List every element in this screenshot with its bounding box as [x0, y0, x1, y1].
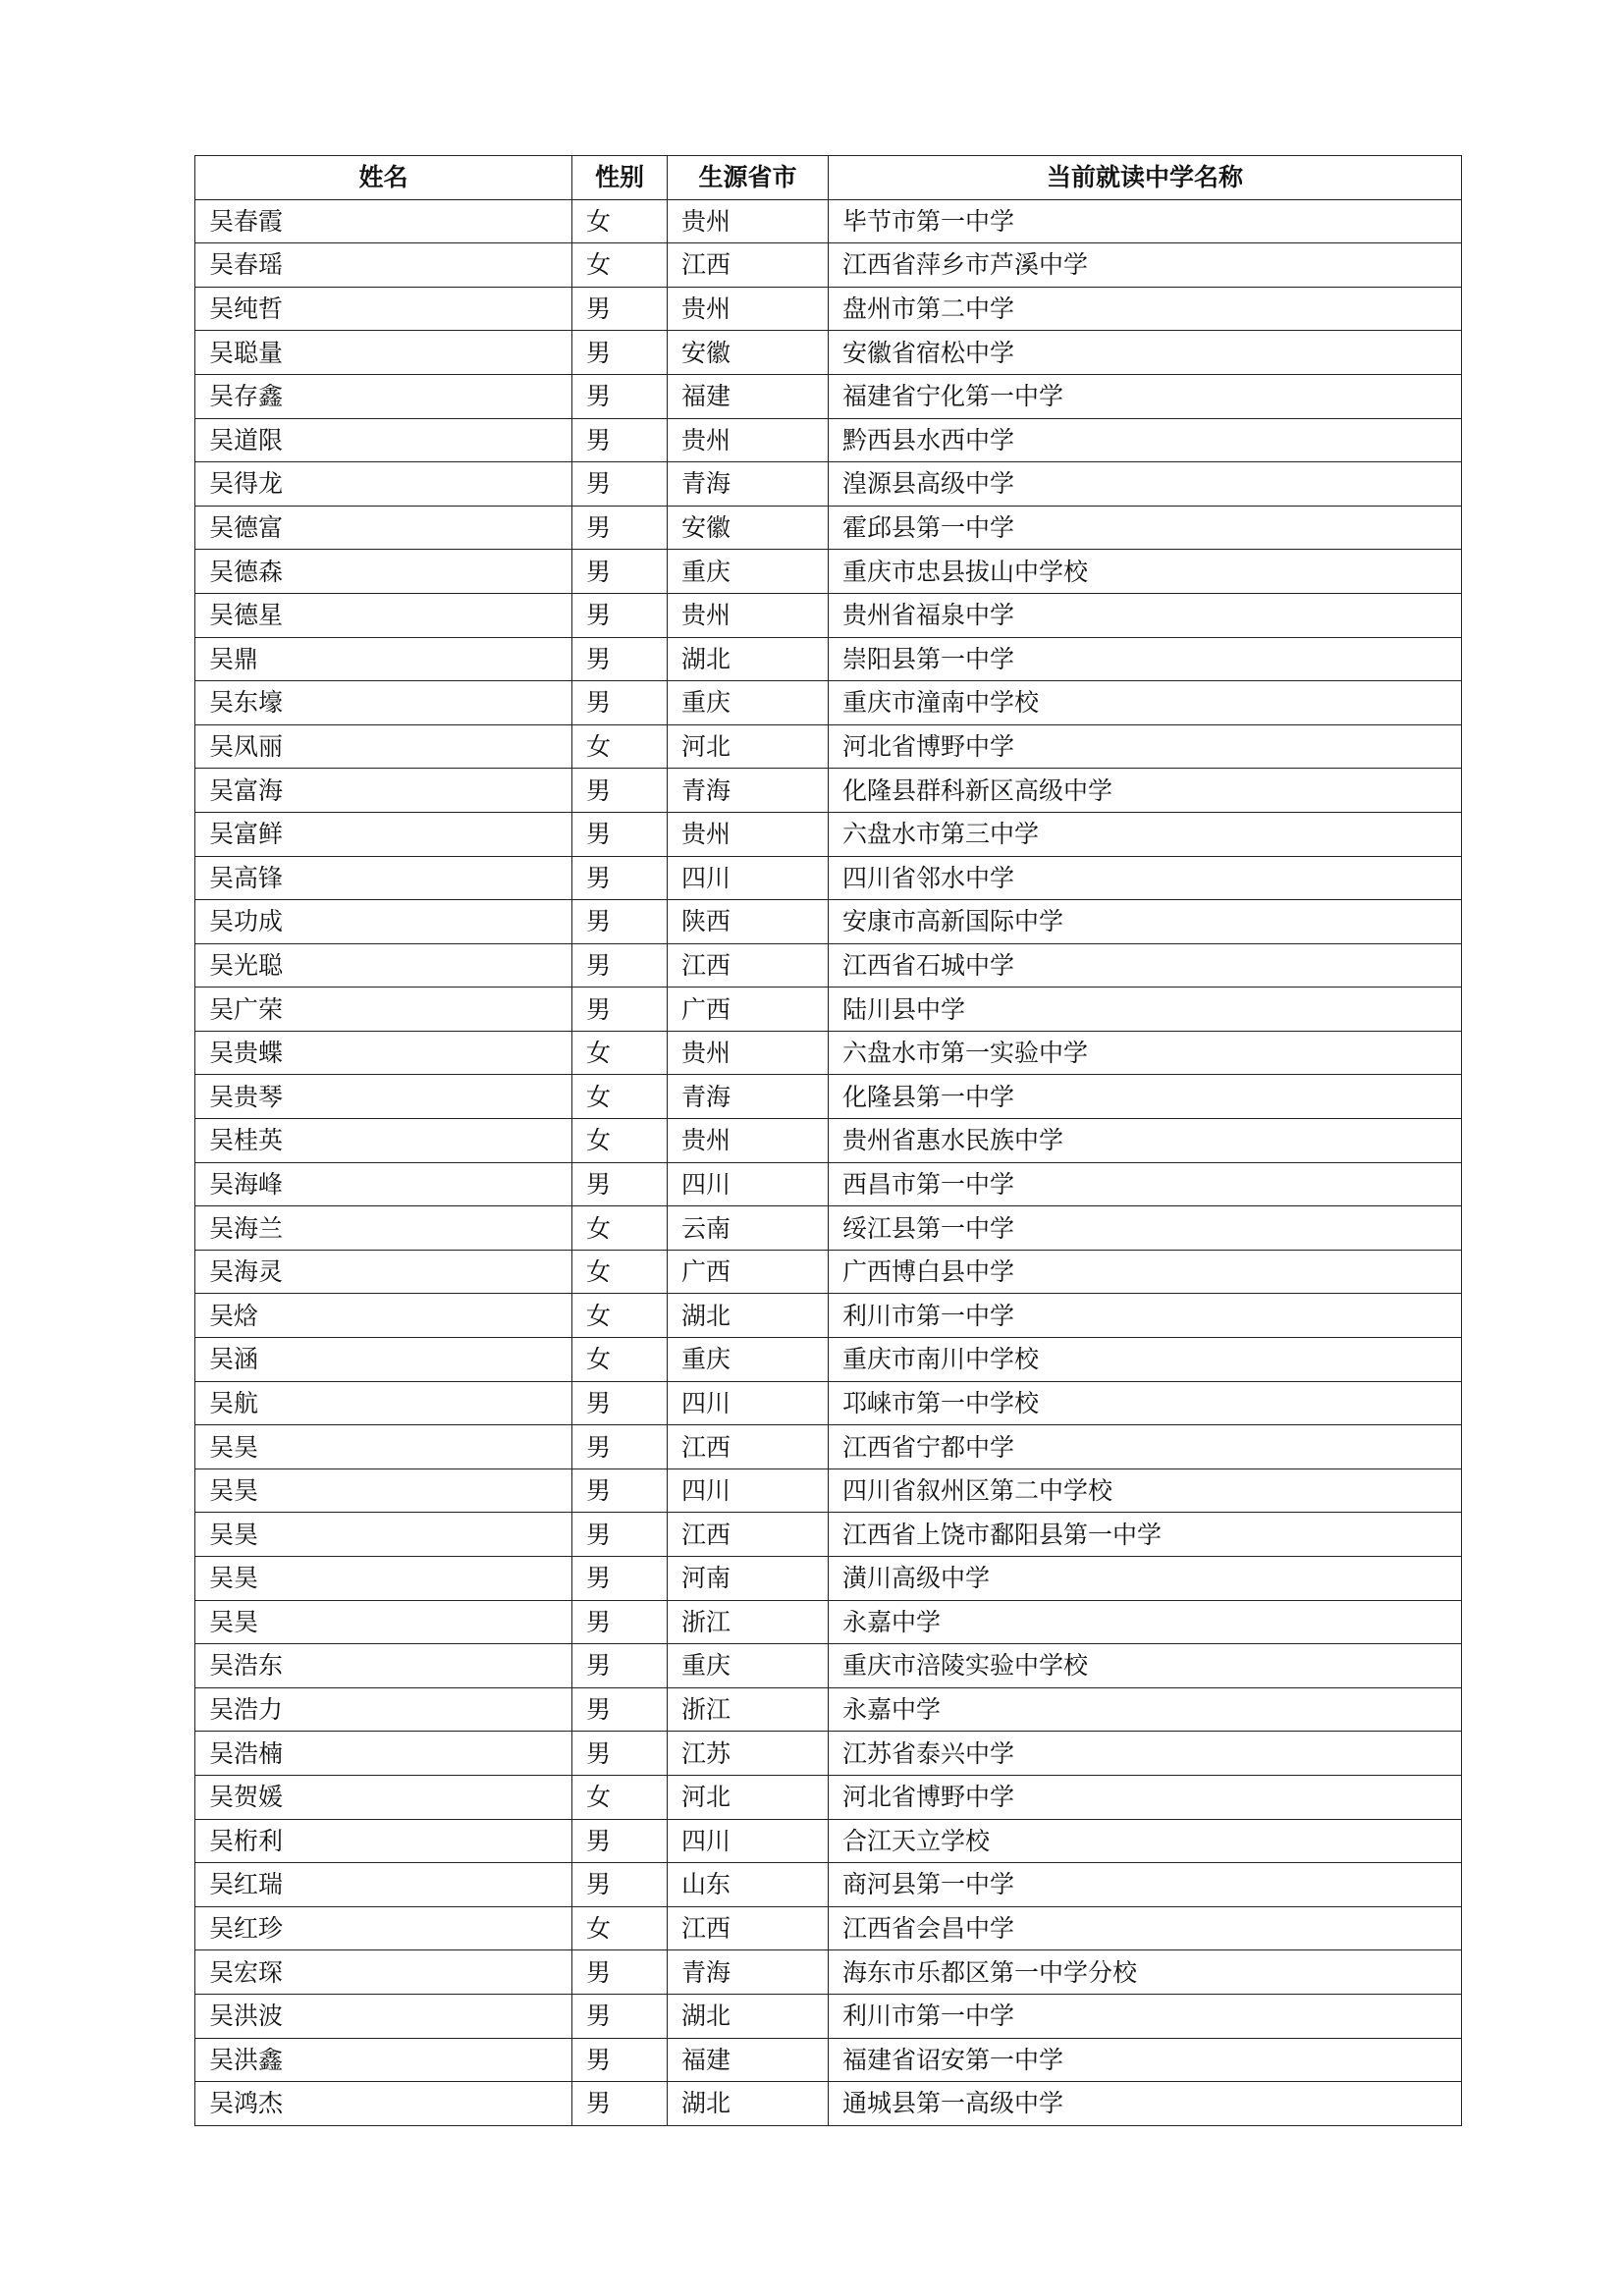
cell-school: 江苏省泰兴中学: [829, 1732, 1462, 1776]
cell-school: 永嘉中学: [829, 1600, 1462, 1644]
cell-gender: 女: [572, 1250, 668, 1294]
cell-gender: 男: [572, 1863, 668, 1907]
cell-gender: 男: [572, 374, 668, 418]
cell-province: 安徽: [668, 506, 829, 550]
cell-name: 吴高锋: [195, 856, 572, 900]
cell-school: 福建省诏安第一中学: [829, 2038, 1462, 2082]
cell-school: 河北省博野中学: [829, 724, 1462, 769]
cell-gender: 女: [572, 199, 668, 243]
cell-name: 吴贵蝶: [195, 1031, 572, 1075]
cell-name: 吴昊: [195, 1425, 572, 1469]
cell-gender: 男: [572, 900, 668, 944]
cell-name: 吴洪波: [195, 1994, 572, 2038]
cell-gender: 男: [572, 856, 668, 900]
cell-school: 广西博白县中学: [829, 1250, 1462, 1294]
cell-gender: 男: [572, 943, 668, 988]
cell-name: 吴海灵: [195, 1250, 572, 1294]
table-row: [195, 724, 1462, 769]
cell-school: 合江天立学校: [829, 1819, 1462, 1863]
cell-province: 青海: [668, 769, 829, 813]
cell-gender: 女: [572, 1031, 668, 1075]
table-row: [195, 637, 1462, 681]
table-row: [195, 1557, 1462, 1601]
cell-name: 吴德森: [195, 550, 572, 594]
cell-school: 江西省萍乡市芦溪中学: [829, 243, 1462, 288]
cell-province: 青海: [668, 462, 829, 507]
cell-school: 安康市高新国际中学: [829, 900, 1462, 944]
table-row: [195, 1338, 1462, 1382]
cell-school: 霍邱县第一中学: [829, 506, 1462, 550]
header-school: 当前就读中学名称: [829, 156, 1462, 200]
table-row: [195, 769, 1462, 813]
table-row: [195, 593, 1462, 637]
table-row: [195, 1732, 1462, 1776]
cell-gender: 女: [572, 1075, 668, 1119]
cell-school: 邛崃市第一中学校: [829, 1381, 1462, 1425]
table-row: [195, 1644, 1462, 1688]
table-row: [195, 462, 1462, 507]
cell-gender: 女: [572, 1775, 668, 1819]
cell-gender: 男: [572, 1162, 668, 1206]
cell-name: 吴贺媛: [195, 1775, 572, 1819]
cell-province: 重庆: [668, 550, 829, 594]
cell-school: 西昌市第一中学: [829, 1162, 1462, 1206]
cell-name: 吴道限: [195, 418, 572, 462]
table-row: [195, 1162, 1462, 1206]
table-row: [195, 1075, 1462, 1119]
cell-school: 湟源县高级中学: [829, 462, 1462, 507]
cell-province: 贵州: [668, 593, 829, 637]
cell-name: 吴浩东: [195, 1644, 572, 1688]
table-row: [195, 681, 1462, 725]
table-row: [195, 1950, 1462, 1995]
cell-gender: 男: [572, 769, 668, 813]
table-row: [195, 1468, 1462, 1513]
table-row: [195, 2082, 1462, 2126]
cell-gender: 男: [572, 1732, 668, 1776]
cell-gender: 女: [572, 1338, 668, 1382]
cell-province: 重庆: [668, 1644, 829, 1688]
table-row: [195, 331, 1462, 375]
table-row: [195, 812, 1462, 856]
cell-name: 吴红珍: [195, 1906, 572, 1950]
cell-name: 吴光聪: [195, 943, 572, 988]
table-header-row: [195, 156, 1462, 200]
table-row: [195, 1294, 1462, 1338]
cell-province: 浙江: [668, 1600, 829, 1644]
cell-gender: 男: [572, 462, 668, 507]
cell-school: 福建省宁化第一中学: [829, 374, 1462, 418]
cell-gender: 女: [572, 243, 668, 288]
cell-school: 黔西县水西中学: [829, 418, 1462, 462]
cell-province: 四川: [668, 1381, 829, 1425]
cell-school: 重庆市南川中学校: [829, 1338, 1462, 1382]
header-gender: 性别: [572, 156, 668, 200]
cell-name: 吴得龙: [195, 462, 572, 507]
cell-gender: 男: [572, 1687, 668, 1732]
cell-gender: 男: [572, 1819, 668, 1863]
cell-school: 利川市第一中学: [829, 1294, 1462, 1338]
cell-gender: 女: [572, 1294, 668, 1338]
cell-gender: 男: [572, 988, 668, 1032]
cell-province: 江西: [668, 243, 829, 288]
table-row: [195, 199, 1462, 243]
cell-school: 盘州市第二中学: [829, 287, 1462, 331]
table-row: [195, 1994, 1462, 2038]
table-row: [195, 1206, 1462, 1251]
cell-gender: 男: [572, 1994, 668, 2038]
cell-name: 吴纯哲: [195, 287, 572, 331]
table-row: [195, 1906, 1462, 1950]
cell-name: 吴春瑶: [195, 243, 572, 288]
cell-province: 浙江: [668, 1687, 829, 1732]
cell-gender: 男: [572, 1600, 668, 1644]
cell-school: 通城县第一高级中学: [829, 2082, 1462, 2126]
cell-name: 吴存鑫: [195, 374, 572, 418]
cell-gender: 男: [572, 1513, 668, 1557]
cell-name: 吴德富: [195, 506, 572, 550]
cell-gender: 女: [572, 724, 668, 769]
cell-province: 湖北: [668, 637, 829, 681]
table-row: [195, 1819, 1462, 1863]
table-row: [195, 1381, 1462, 1425]
cell-school: 四川省叙州区第二中学校: [829, 1468, 1462, 1513]
table-row: [195, 287, 1462, 331]
cell-province: 湖北: [668, 1994, 829, 2038]
cell-province: 四川: [668, 856, 829, 900]
cell-gender: 男: [572, 1425, 668, 1469]
cell-name: 吴富海: [195, 769, 572, 813]
cell-province: 贵州: [668, 418, 829, 462]
cell-province: 福建: [668, 374, 829, 418]
cell-name: 吴贵琴: [195, 1075, 572, 1119]
cell-gender: 男: [572, 1644, 668, 1688]
cell-province: 云南: [668, 1206, 829, 1251]
cell-name: 吴春霞: [195, 199, 572, 243]
cell-school: 贵州省惠水民族中学: [829, 1119, 1462, 1163]
cell-name: 吴桁利: [195, 1819, 572, 1863]
cell-school: 崇阳县第一中学: [829, 637, 1462, 681]
cell-province: 四川: [668, 1162, 829, 1206]
cell-school: 贵州省福泉中学: [829, 593, 1462, 637]
cell-gender: 男: [572, 2038, 668, 2082]
cell-gender: 男: [572, 1381, 668, 1425]
table-row: [195, 900, 1462, 944]
cell-province: 贵州: [668, 1031, 829, 1075]
cell-gender: 男: [572, 506, 668, 550]
cell-gender: 男: [572, 550, 668, 594]
cell-school: 海东市乐都区第一中学分校: [829, 1950, 1462, 1995]
table-row: [195, 943, 1462, 988]
cell-gender: 男: [572, 1950, 668, 1995]
cell-gender: 男: [572, 812, 668, 856]
cell-gender: 男: [572, 418, 668, 462]
cell-gender: 女: [572, 1206, 668, 1251]
cell-gender: 男: [572, 287, 668, 331]
cell-name: 吴航: [195, 1381, 572, 1425]
cell-school: 绥江县第一中学: [829, 1206, 1462, 1251]
table-row: [195, 1863, 1462, 1907]
cell-school: 利川市第一中学: [829, 1994, 1462, 2038]
cell-name: 吴焓: [195, 1294, 572, 1338]
cell-province: 广西: [668, 1250, 829, 1294]
table-row: [195, 1119, 1462, 1163]
cell-province: 河南: [668, 1557, 829, 1601]
cell-school: 重庆市涪陵实验中学校: [829, 1644, 1462, 1688]
table-row: [195, 856, 1462, 900]
cell-name: 吴鼎: [195, 637, 572, 681]
cell-province: 湖北: [668, 1294, 829, 1338]
cell-province: 安徽: [668, 331, 829, 375]
cell-province: 四川: [668, 1819, 829, 1863]
table-row: [195, 1250, 1462, 1294]
cell-province: 江西: [668, 1425, 829, 1469]
table-row: [195, 1031, 1462, 1075]
table-row: [195, 243, 1462, 288]
cell-gender: 男: [572, 1468, 668, 1513]
cell-province: 重庆: [668, 1338, 829, 1382]
cell-name: 吴桂英: [195, 1119, 572, 1163]
cell-school: 江西省上饶市鄱阳县第一中学: [829, 1513, 1462, 1557]
header-province: 生源省市: [668, 156, 829, 200]
cell-gender: 女: [572, 1906, 668, 1950]
cell-province: 陕西: [668, 900, 829, 944]
cell-school: 潢川高级中学: [829, 1557, 1462, 1601]
cell-gender: 男: [572, 681, 668, 725]
cell-gender: 女: [572, 1119, 668, 1163]
cell-gender: 男: [572, 331, 668, 375]
table-row: [195, 506, 1462, 550]
cell-school: 化隆县第一中学: [829, 1075, 1462, 1119]
cell-province: 四川: [668, 1468, 829, 1513]
cell-province: 青海: [668, 1075, 829, 1119]
cell-school: 四川省邻水中学: [829, 856, 1462, 900]
cell-school: 江西省宁都中学: [829, 1425, 1462, 1469]
cell-school: 永嘉中学: [829, 1687, 1462, 1732]
cell-name: 吴昊: [195, 1513, 572, 1557]
cell-school: 六盘水市第一实验中学: [829, 1031, 1462, 1075]
cell-province: 青海: [668, 1950, 829, 1995]
cell-school: 毕节市第一中学: [829, 199, 1462, 243]
header-name: 姓名: [195, 156, 572, 200]
cell-name: 吴功成: [195, 900, 572, 944]
cell-name: 吴红瑞: [195, 1863, 572, 1907]
cell-name: 吴凤丽: [195, 724, 572, 769]
cell-name: 吴富鲜: [195, 812, 572, 856]
cell-name: 吴昊: [195, 1600, 572, 1644]
cell-school: 安徽省宿松中学: [829, 331, 1462, 375]
cell-school: 江西省石城中学: [829, 943, 1462, 988]
table-row: [195, 374, 1462, 418]
cell-province: 福建: [668, 2038, 829, 2082]
cell-province: 江苏: [668, 1732, 829, 1776]
cell-school: 江西省会昌中学: [829, 1906, 1462, 1950]
cell-name: 吴洪鑫: [195, 2038, 572, 2082]
cell-name: 吴浩楠: [195, 1732, 572, 1776]
cell-gender: 男: [572, 637, 668, 681]
cell-name: 吴鸿杰: [195, 2082, 572, 2126]
cell-province: 重庆: [668, 681, 829, 725]
cell-name: 吴聪量: [195, 331, 572, 375]
table-row: [195, 418, 1462, 462]
cell-name: 吴昊: [195, 1468, 572, 1513]
cell-province: 湖北: [668, 2082, 829, 2126]
cell-gender: 男: [572, 1557, 668, 1601]
table-row: [195, 1600, 1462, 1644]
cell-province: 江西: [668, 1513, 829, 1557]
cell-province: 贵州: [668, 812, 829, 856]
cell-school: 化隆县群科新区高级中学: [829, 769, 1462, 813]
table-body: [195, 199, 1462, 2125]
cell-name: 吴涵: [195, 1338, 572, 1382]
cell-province: 贵州: [668, 199, 829, 243]
cell-school: 六盘水市第三中学: [829, 812, 1462, 856]
table-row: [195, 2038, 1462, 2082]
cell-name: 吴宏琛: [195, 1950, 572, 1995]
cell-province: 江西: [668, 1906, 829, 1950]
cell-province: 贵州: [668, 287, 829, 331]
cell-name: 吴浩力: [195, 1687, 572, 1732]
table-row: [195, 1775, 1462, 1819]
cell-school: 河北省博野中学: [829, 1775, 1462, 1819]
cell-gender: 男: [572, 593, 668, 637]
cell-province: 河北: [668, 1775, 829, 1819]
cell-name: 吴广荣: [195, 988, 572, 1032]
cell-school: 陆川县中学: [829, 988, 1462, 1032]
student-roster-table: [194, 155, 1462, 2126]
cell-province: 山东: [668, 1863, 829, 1907]
table-row: [195, 550, 1462, 594]
cell-name: 吴海峰: [195, 1162, 572, 1206]
cell-province: 贵州: [668, 1119, 829, 1163]
cell-name: 吴昊: [195, 1557, 572, 1601]
cell-school: 商河县第一中学: [829, 1863, 1462, 1907]
cell-province: 江西: [668, 943, 829, 988]
table-row: [195, 1425, 1462, 1469]
cell-school: 重庆市潼南中学校: [829, 681, 1462, 725]
table-row: [195, 1687, 1462, 1732]
cell-gender: 男: [572, 2082, 668, 2126]
cell-school: 重庆市忠县拔山中学校: [829, 550, 1462, 594]
cell-name: 吴东壕: [195, 681, 572, 725]
cell-name: 吴德星: [195, 593, 572, 637]
cell-province: 广西: [668, 988, 829, 1032]
table-row: [195, 1513, 1462, 1557]
table-row: [195, 988, 1462, 1032]
cell-name: 吴海兰: [195, 1206, 572, 1251]
cell-province: 河北: [668, 724, 829, 769]
